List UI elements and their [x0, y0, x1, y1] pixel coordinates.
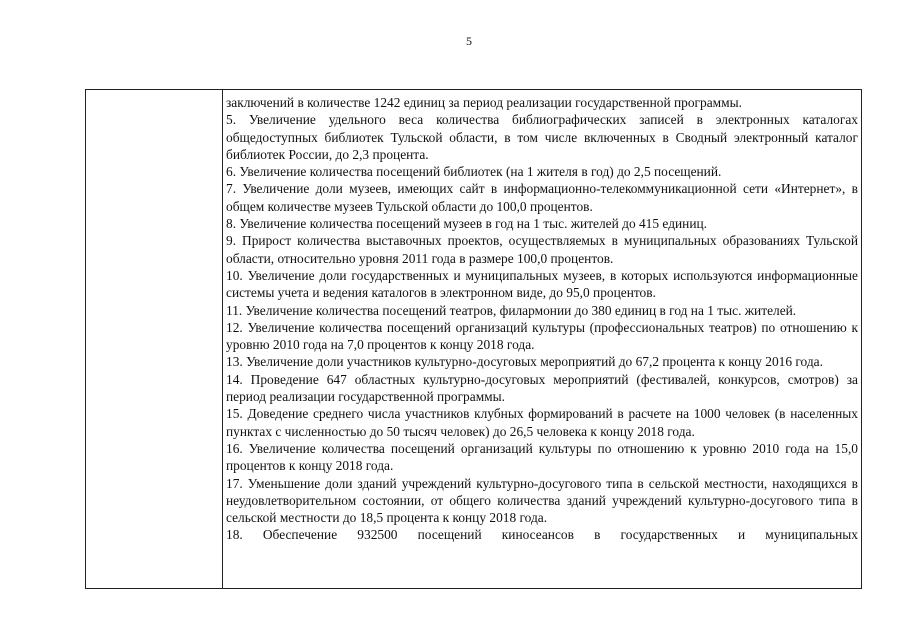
paragraph-item-7: 7. Увеличение доли музеев, имеющих сайт в информационно-телекоммуникационной сети «Интернет», в общем количестве музеев Тульской области до 100,0 процентов.: [226, 181, 858, 214]
paragraph-item-11: 11. Увеличение количества посещений театров, филармонии до 380 единиц в год на 1 тыс. жителей.: [226, 302, 797, 318]
paragraph-item-18: 18. Обеспечение 932500 посещений киносеансов в государственных и муниципальных: [226, 527, 858, 543]
paragraph-item-9: 9. Прирост количества выставочных проектов, осуществляемых в муниципальных образованиях Тульской области, относительно уровня 2011 года в размере 100,0 процентов.: [226, 233, 858, 266]
paragraph-item-10: 10. Увеличение доли государственных и муниципальных музеев, в которых используются информационные системы учета и ведения каталогов в электронном виде, до 95,0 процентов.: [226, 267, 858, 301]
document-table: [85, 89, 862, 589]
paragraph-item-8: 8. Увеличение количества посещений музеев в год на 1 тыс. жителей до 415 единиц.: [226, 216, 708, 232]
table-right-cell: [224, 90, 861, 588]
paragraph-item-14: 14. Проведение 647 областных культурно-досуговых мероприятий (фестивалей, конкурсов, смотров) за период реализации государственной программы.: [226, 371, 858, 405]
paragraph-item-17: 17. Уменьшение доли зданий учреждений культурно-досугового типа в сельской местности, находящихся в неудовлетворительном состоянии, от общего количества зданий учреждений культурно-досугового типа в сельской местности до 18,5 процента к концу 2018 года.: [226, 475, 858, 526]
paragraph-item-6: 6. Увеличение количества посещений библиотек (на 1 жителя в год) до 2,5 посещений.: [226, 164, 722, 180]
paragraph-item-15: 15. Доведение среднего числа участников клубных формирований в расчете на 1000 человек (в населенных пунктах с численностью до 50 тысяч человек) до 26,5 человека к концу 2018 года.: [226, 406, 858, 439]
page-number: 5: [466, 34, 472, 48]
paragraph-item-5: 5. Увеличение удельного веса количества библиографических записей в электронных каталогах общедоступных библиотек Тульской области, в том числе включенных в Сводный электронный каталог библиотек России, до 2,3 процента.: [226, 112, 858, 162]
paragraph-item-16: 16. Увеличение количества посещений организаций культуры по отношению к уровню 2010 года на 15,0 процентов к концу 2018 года.: [226, 440, 858, 474]
paragraph-continuation: заключений в количестве 1242 единиц за период реализации государственной программы.: [226, 95, 742, 110]
paragraph-item-12: 12. Увеличение количества посещений организаций культуры (профессиональных театров) по отношению к уровню 2010 года на 7,0 процентов к концу 2018 года.: [226, 319, 858, 353]
table-left-cell: [86, 90, 223, 588]
paragraph-item-13: 13. Увеличение доли участников культурно-досуговых мероприятий до 67,2 процента к концу 2016 года.: [226, 354, 823, 370]
